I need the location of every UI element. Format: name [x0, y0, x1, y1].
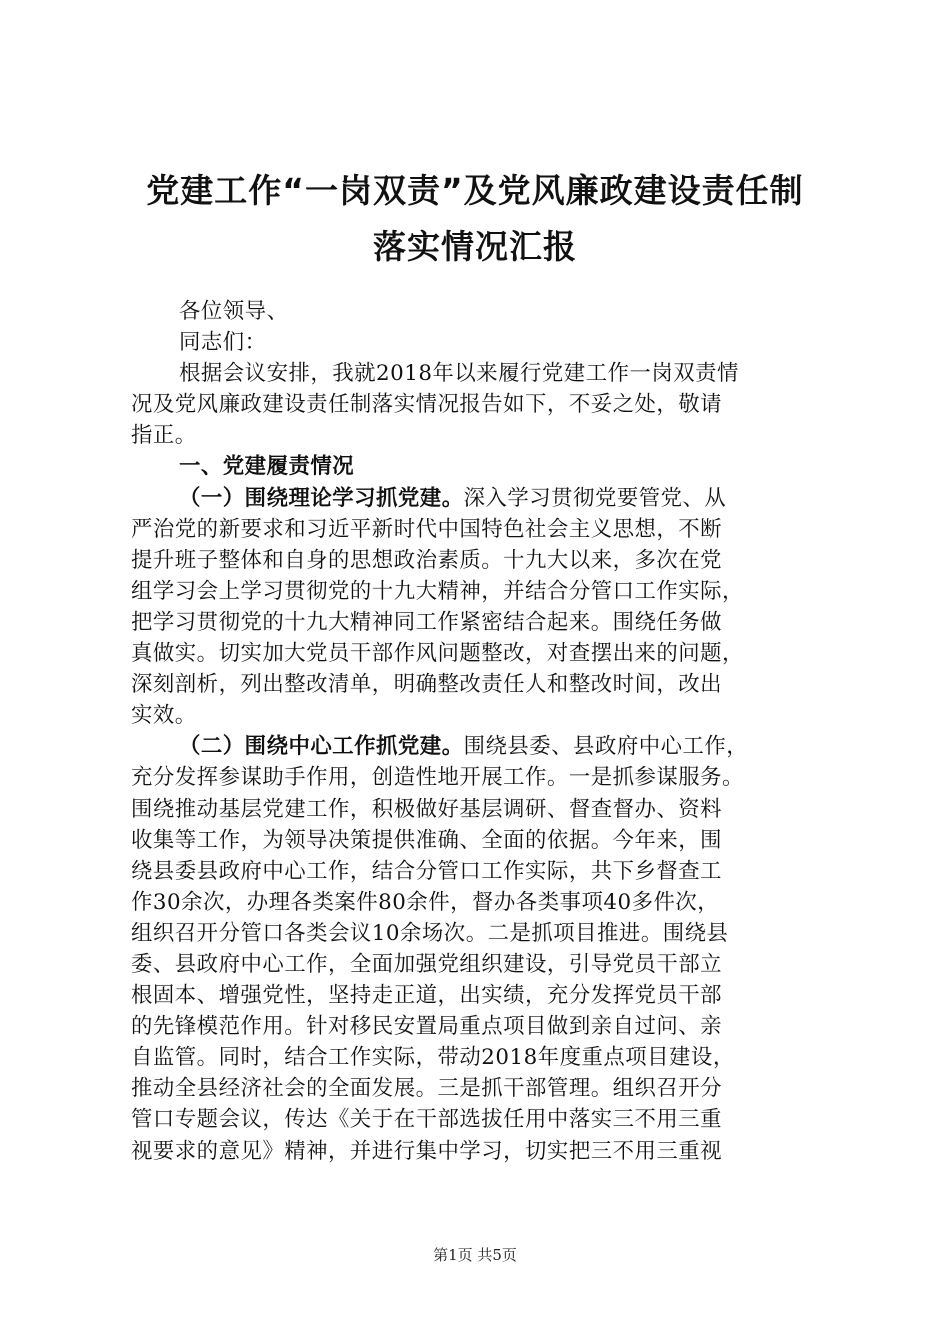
paragraph-line: 组学习会上学习贯彻党的十九大精神，并结合分管口工作实际， [131, 578, 744, 604]
paragraph-text: 围绕县委、县政府中心工作， [463, 734, 749, 760]
paragraph-line: 指正。 [131, 423, 197, 449]
paragraph-line: 管口专题会议，传达《关于在干部选拔任用中落实三不用三重 [131, 1107, 723, 1133]
paragraph-line: 组织召开分管口各类会议10余场次。二是抓项目推进。围绕县 [131, 920, 729, 946]
document-title [100, 163, 850, 275]
paragraph-line: 围绕推动基层党建工作，积极做好基层调研、督查督办、资料 [131, 796, 723, 822]
paragraph-line: 严治党的新要求和习近平新时代中国特色社会主义思想，不断 [131, 516, 723, 542]
paragraph-line: 收集等工作，为领导决策提供准确、全面的依据。今年来，围 [131, 827, 723, 853]
paragraph-line: 把学习贯彻党的十九大精神同工作紧密结合起来。围绕任务做 [131, 609, 723, 635]
paragraph-line [131, 483, 831, 514]
salutation-line-2: 同志们： [179, 330, 267, 356]
paragraph-line: 委、县政府中心工作，全面加强党组织建设，引导党员干部立 [131, 951, 723, 977]
paragraph-line: 根据会议安排，我就2018年以来履行党建工作一岗双责情 [179, 361, 739, 387]
paragraph-line: 绕县委县政府中心工作，结合分管口工作实际，共下乡督查工 [131, 858, 723, 884]
title-line-2: 落实情况汇报 [373, 227, 577, 266]
section-heading: 一、党建履责情况 [179, 454, 355, 480]
paragraph-line: 视要求的意见》精神，并进行集中学习，切实把三不用三重视 [131, 1138, 723, 1164]
paragraph-line: 深刻剖析，列出整改清单，明确整改责任人和整改时间，改出 [131, 672, 723, 698]
paragraph-line: 实效。 [131, 703, 197, 729]
paragraph-line: 提升班子整体和自身的思想政治素质。十九大以来，多次在党 [131, 547, 723, 573]
paragraph-line: 作30余次，办理各类案件80余件，督办各类事项40多件次， [131, 889, 720, 915]
salutation-line-1: 各位领导、 [179, 299, 289, 324]
paragraph-line: 推动全县经济社会的全面发展。三是抓干部管理。组织召开分 [131, 1076, 723, 1102]
paragraph-line [131, 731, 831, 762]
title-line-1: 党建工作“一岗双责”及党风廉政建设责任制 [146, 171, 804, 210]
subsection-1-paragraph [131, 483, 831, 732]
paragraph-line: 自监管。同时，结合工作实际，带动2018年度重点项目建设， [131, 1045, 735, 1071]
intro-paragraph [131, 358, 831, 451]
document-body [131, 296, 831, 1167]
page-footer: 第1页 共5页 [433, 1246, 517, 1264]
paragraph-line: 根固本、增强党性，坚持走正道，出实绩，充分发挥党员干部 [131, 983, 723, 1009]
paragraph-line: 况及党风廉政建设责任制落实情况报告如下，不妥之处，敬请 [131, 392, 723, 418]
subsection-heading: （二）围绕中心工作抓党建。 [179, 734, 464, 760]
paragraph-line: 真做实。切实加大党员干部作风问题整改，对查摆出来的问题， [131, 641, 744, 667]
paragraph-line: 的先锋模范作用。针对移民安置局重点项目做到亲自过问、亲 [131, 1014, 723, 1040]
subsection-2-paragraph [131, 731, 831, 1166]
subsection-heading: （一）围绕理论学习抓党建。 [179, 485, 464, 511]
paragraph-line: 充分发挥参谋助手作用，创造性地开展工作。一是抓参谋服务。 [131, 765, 744, 791]
paragraph-text: 深入学习贯彻党要管党、从 [463, 485, 727, 511]
